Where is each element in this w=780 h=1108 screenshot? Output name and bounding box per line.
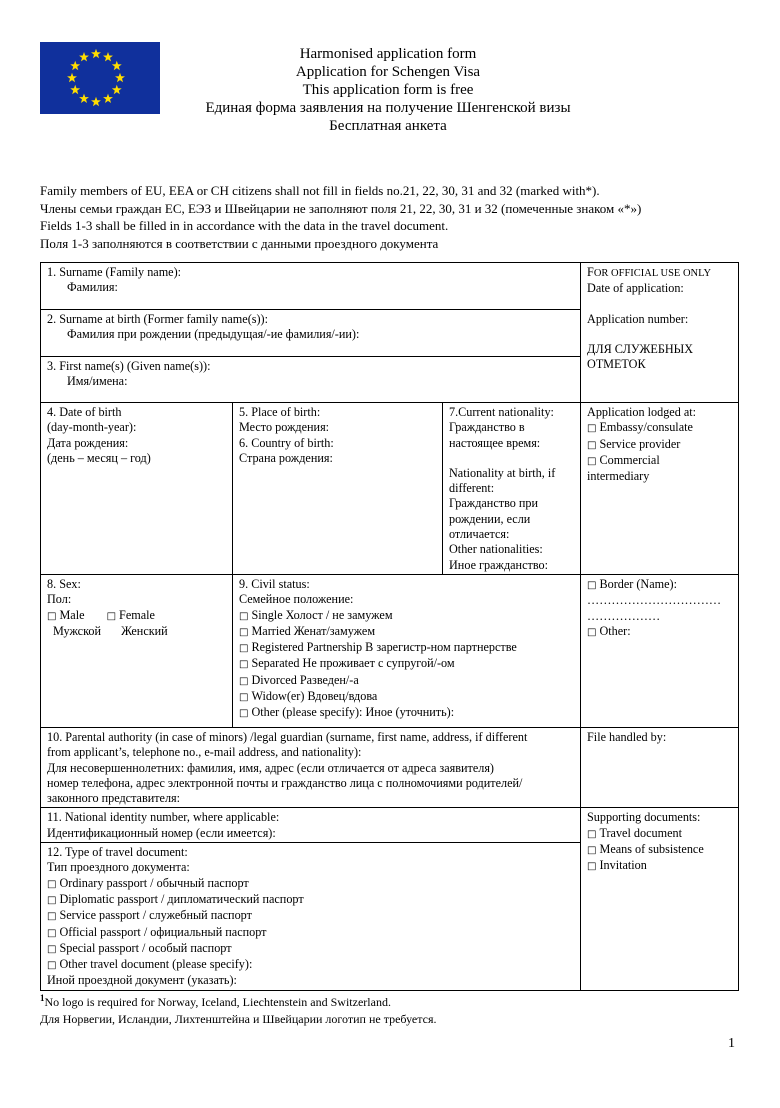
other-nationalities-label: Other nationalities: (449, 542, 543, 557)
official-use-title-ru-2: ОТМЕТОК (587, 357, 646, 372)
flag-star-icon (112, 85, 122, 94)
eu-flag-logo (40, 42, 160, 114)
lodged-border-option[interactable]: □ Border (Name): (587, 576, 677, 591)
date-of-application: Date of application: (587, 281, 684, 296)
application-lodged-at (581, 403, 739, 575)
checkbox-icon: □ (587, 845, 597, 857)
nationality-birth-label-1: Nationality at birth, if (449, 465, 556, 480)
file-handled-by-label: File handled by: (587, 729, 667, 744)
travel-doc-special-option[interactable]: □ Special passport / особый паспорт (47, 940, 232, 955)
parental-label-1: 10. Parental authority (in case of minors) /legal guardian (surname, first name, address, if different (47, 729, 528, 744)
flag-star-icon (103, 52, 113, 61)
checkbox-icon: □ (47, 610, 57, 622)
nationality-birth-label-5: отличается: (449, 527, 510, 542)
field-first-names-label: 3. First name(s) (Given name(s)): (47, 359, 211, 373)
application-number: Application number: (587, 311, 689, 326)
field-date-of-birth[interactable] (41, 403, 233, 575)
dob-label-4: (день – месяц – год) (47, 450, 151, 465)
sex-options (47, 608, 227, 624)
checkbox-icon: □ (47, 894, 57, 906)
dob-label-1: 4. Date of birth (47, 405, 122, 419)
lodged-other-option[interactable]: □ Other: (587, 623, 631, 638)
checkbox-icon: □ (47, 878, 57, 890)
field-surname-at-birth[interactable] (41, 310, 581, 357)
page-number: 1 (728, 1036, 735, 1051)
checkbox-icon: □ (587, 455, 597, 467)
field-surname-label: 1. Surname (Family name): (47, 265, 182, 279)
supporting-travel-doc-option[interactable]: □ Travel document (587, 825, 682, 840)
travel-doc-service-option[interactable]: □ Service passport / служебный паспорт (47, 908, 252, 923)
instruction-family-en: Family members of EU, EEA or CH citizens shall not fill in fields no.21, 22, 30, 31 and 32 (marked with*). (40, 183, 600, 198)
civil-status-label-ru: Семейное положение: (239, 592, 354, 607)
flag-star-icon (91, 97, 101, 106)
nationality-label-1: 7.Current nationality: (449, 405, 554, 419)
footnote-marker: 1 (40, 993, 45, 1003)
flag-star-icon (79, 94, 89, 103)
title-line-2: Application for Schengen Visa (295, 64, 481, 80)
field-national-id[interactable] (41, 808, 581, 843)
checkbox-icon: □ (239, 659, 249, 671)
border-dots-1: …………………………… (587, 593, 722, 608)
supporting-documents (581, 808, 739, 990)
lodged-embassy-option[interactable]: □ Embassy/consulate (587, 420, 693, 435)
cob-label-1: 6. Country of birth: (239, 435, 334, 450)
travel-doc-label-ru: Тип проездного документа: (47, 860, 190, 875)
supporting-invitation-option[interactable]: □ Invitation (587, 858, 647, 873)
title-line-1: Harmonised application form (299, 46, 477, 62)
form-table (40, 262, 739, 991)
flag-star-icon (112, 61, 122, 70)
instruction-fields-ru: Поля 1-3 заполняются в соответствии с данными проездного документа (40, 235, 439, 251)
field-civil-status (233, 574, 581, 727)
sex-male-option[interactable]: □ Male (47, 607, 85, 622)
cob-label-2: Страна рождения: (239, 450, 333, 465)
field-travel-document-type (41, 843, 581, 991)
sex-female-option[interactable]: □ Female (106, 607, 155, 622)
lodged-intermediary-label: intermediary (587, 469, 650, 484)
civil-other-option[interactable]: □ Other (please specify): Иное (уточнить): (239, 705, 455, 720)
sex-female-label-ru: Женский (121, 623, 168, 638)
field-place-country-of-birth[interactable] (233, 403, 443, 575)
flag-star-icon (79, 52, 89, 61)
field-first-names[interactable] (41, 357, 581, 403)
civil-registered-option[interactable]: □ Registered Partnership В зарегистр-ном партнерстве (239, 640, 517, 655)
official-use-title: FOR OFFICIAL USE ONLY (587, 265, 712, 279)
file-handled-by (581, 727, 739, 807)
parental-label-3: Для несовершеннолетних: фамилия, имя, адрес (если отличается от адреса заявителя) (47, 760, 494, 775)
travel-doc-other-option[interactable]: □ Other travel document (please specify): (47, 957, 253, 972)
checkbox-icon: □ (239, 643, 249, 655)
sex-male-label-ru: Мужской (53, 623, 101, 638)
supporting-subsistence-option[interactable]: □ Means of subsistence (587, 842, 704, 857)
field-parental-authority[interactable] (41, 727, 581, 807)
border-dots-2: ……………… (587, 608, 661, 623)
parental-label-4: номер телефона, адрес электронной почты и гражданство лица с полномочиями родителей/ (47, 775, 523, 790)
civil-status-label: 9. Civil status: (239, 576, 310, 591)
form-title-block (160, 45, 616, 135)
footnote-ru: Для Норвегии, Исландии, Лихтенштейна и Швейцарии логотип не требуется. (40, 1012, 437, 1026)
application-form (40, 262, 739, 991)
nationality-label-3: настоящее время: (449, 435, 541, 450)
field-nationality[interactable] (443, 403, 581, 575)
sex-label: 8. Sex: (47, 576, 81, 591)
sex-options-ru (47, 624, 227, 639)
checkbox-icon: □ (587, 423, 597, 435)
civil-separated-option[interactable]: □ Separated Не проживает с супругой/-ом (239, 656, 455, 671)
field-surname-at-birth-label: 2. Surname at birth (Former family name(s)): (47, 312, 269, 326)
lodged-service-provider-option[interactable]: □ Service provider (587, 436, 681, 451)
checkbox-icon: □ (587, 861, 597, 873)
dob-label-3: Дата рождения: (47, 435, 129, 450)
checkbox-icon: □ (587, 626, 597, 638)
official-use-title-ru-1: ДЛЯ СЛУЖЕБНЫХ (587, 341, 694, 356)
instruction-fields-en: Fields 1-3 shall be filled in in accordance with the data in the travel document. (40, 218, 449, 233)
footnote-en: $^1$No logo is required for Norway, Iceland, Liechtenstein and Switzerland. (40, 993, 391, 1009)
instruction-family-ru: Члены семьи граждан ЕС, ЕЭЗ и Швейцарии не заполняют поля 21, 22, 30, 31 и 32 (помеченные знаком «*») (40, 200, 642, 216)
national-id-label-ru: Идентификационный номер (если имеется): (47, 825, 276, 840)
nationality-birth-label-2: different: (449, 481, 495, 496)
pob-label-1: 5. Place of birth: (239, 405, 321, 419)
field-surname-label-ru: Фамилия: (67, 280, 118, 295)
checkbox-icon: □ (239, 708, 249, 720)
field-surname-at-birth-label-ru: Фамилия при рождении (предыдущая/-ие фамилия/-ии): (67, 327, 360, 342)
checkbox-icon: □ (587, 439, 597, 451)
national-id-label: 11. National identity number, where applicable: (47, 810, 280, 825)
eu-stars-circle (40, 42, 160, 114)
travel-doc-official-option[interactable]: □ Official passport / официальный паспорт (47, 924, 267, 939)
checkbox-icon: □ (47, 911, 57, 923)
title-line-3: This application form is free (302, 82, 474, 98)
instructions (40, 182, 760, 252)
checkbox-icon: □ (587, 828, 597, 840)
nationality-birth-label-3: Гражданство при (449, 496, 539, 511)
civil-single-option[interactable]: □ Single Холост / не замужем (239, 607, 393, 622)
checkbox-icon: □ (47, 927, 57, 939)
flag-star-icon (70, 85, 80, 94)
field-surname[interactable] (41, 263, 581, 310)
checkbox-icon: □ (106, 610, 117, 622)
checkbox-icon: □ (47, 943, 57, 955)
civil-widow-option[interactable]: □ Widow(er) Вдовец/вдова (239, 689, 378, 704)
civil-married-option[interactable]: □ Married Женат/замужем (239, 623, 376, 638)
flag-star-icon (115, 73, 125, 82)
nationality-label-2: Гражданство в (449, 420, 525, 435)
sex-label-ru: Пол: (47, 592, 72, 607)
checkbox-icon: □ (239, 675, 249, 687)
flag-star-icon (103, 94, 113, 103)
dob-label-2: (day-month-year): (47, 420, 137, 435)
civil-divorced-option[interactable]: □ Divorced Разведен/-а (239, 672, 359, 687)
checkbox-icon: □ (587, 579, 597, 591)
nationality-birth-label-4: рождении, если (449, 511, 531, 526)
lodged-commercial-option[interactable]: □ Commercial (587, 452, 660, 467)
parental-label-5: законного представителя: (47, 791, 181, 806)
checkbox-icon: □ (239, 626, 249, 638)
flag-star-icon (67, 73, 77, 82)
supporting-title: Supporting documents: (587, 810, 701, 825)
checkbox-icon: □ (239, 692, 249, 704)
lodged-border-other (581, 574, 739, 727)
field-sex (41, 574, 233, 727)
travel-doc-ordinary-option[interactable]: □ Ordinary passport / обычный паспорт (47, 875, 249, 890)
travel-doc-other-label-ru: Иной проездной документ (указать): (47, 973, 237, 988)
pob-label-2: Место рождения: (239, 420, 330, 435)
footnote (40, 990, 760, 1028)
travel-doc-diplomatic-option[interactable]: □ Diplomatic passport / дипломатический паспорт (47, 891, 304, 906)
other-nationalities-label-ru: Иное гражданство: (449, 557, 548, 572)
official-use-header (581, 263, 739, 403)
field-first-names-label-ru: Имя/имена: (67, 374, 128, 389)
parental-label-2: from applicant’s, telephone no., e-mail address, and nationality): (47, 745, 362, 760)
checkbox-icon: □ (47, 960, 57, 972)
title-line-5: Бесплатная анкета (329, 118, 447, 134)
title-line-4: Единая форма заявления на получение Шенгенской визы (205, 100, 571, 116)
checkbox-icon: □ (239, 610, 249, 622)
lodged-title: Application lodged at: (587, 405, 697, 419)
flag-star-icon (70, 61, 80, 70)
travel-doc-label: 12. Type of travel document: (47, 845, 188, 860)
flag-star-icon (91, 49, 101, 58)
